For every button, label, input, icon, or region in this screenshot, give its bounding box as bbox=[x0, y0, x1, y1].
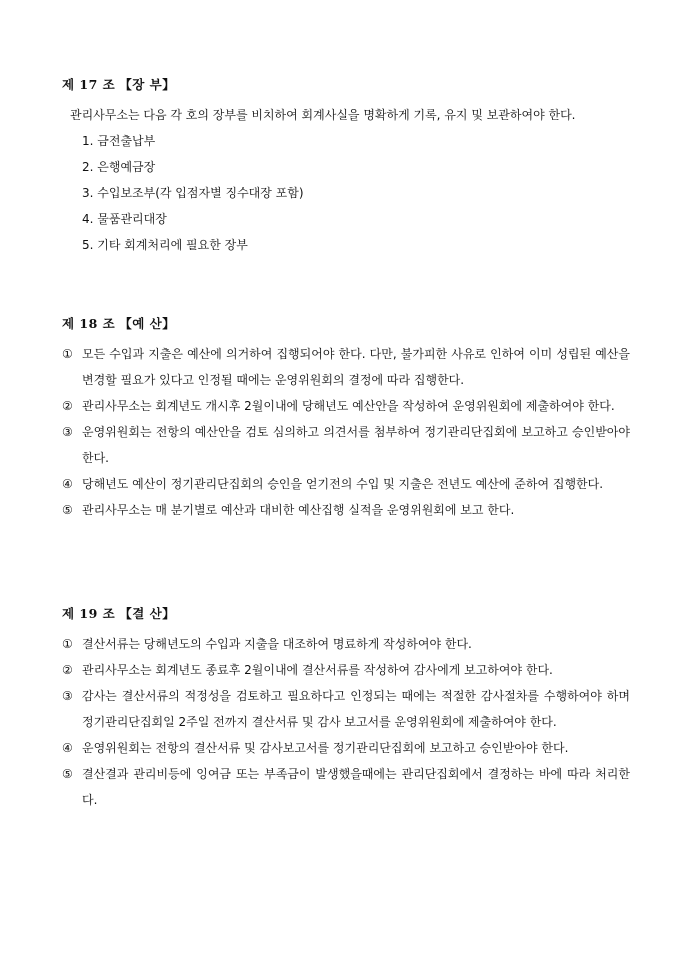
clause-text: 운영위원회는 전항의 결산서류 및 감사보고서를 정기관리단집회에 보고하고 승인받아야 한다. bbox=[82, 741, 569, 755]
article-17 bbox=[62, 72, 630, 258]
article-heading: 【결 산】 bbox=[119, 606, 176, 621]
article-18 bbox=[62, 311, 630, 523]
article-number: 제 19 조 bbox=[62, 606, 116, 621]
clause-item bbox=[62, 497, 630, 523]
clause-marker: ② bbox=[62, 399, 73, 413]
clause-list bbox=[62, 341, 630, 523]
clause-item bbox=[62, 657, 630, 683]
clause-marker: ④ bbox=[62, 477, 73, 491]
article-title bbox=[62, 311, 630, 337]
list-item: 5. 기타 회계처리에 필요한 장부 bbox=[82, 238, 248, 252]
article-title bbox=[62, 72, 630, 98]
clause-marker: ① bbox=[62, 347, 73, 361]
article-19 bbox=[62, 601, 630, 813]
clause-marker: ④ bbox=[62, 741, 73, 755]
clause-text: 당해년도 예산이 정기관리단집회의 승인을 얻기전의 수입 및 지출은 전년도 예산에 준하여 집행한다. bbox=[82, 477, 604, 491]
clause-item bbox=[62, 471, 630, 497]
clause-item bbox=[62, 631, 630, 657]
clause-text: 관리사무소는 회계년도 개시후 2월이내에 당해년도 예산안을 작성하여 운영위원회에 제출하여야 한다. bbox=[82, 399, 615, 413]
article-number: 제 17 조 bbox=[62, 77, 116, 92]
clause-item bbox=[62, 761, 630, 813]
list-item: 3. 수입보조부(각 입점자별 징수대장 포함) bbox=[82, 186, 304, 200]
clause-list bbox=[62, 631, 630, 813]
clause-text: 관리사무소는 매 분기별로 예산과 대비한 예산집행 실적을 운영위원회에 보고 한다. bbox=[82, 503, 515, 517]
clause-marker: ① bbox=[62, 637, 73, 651]
clause-item bbox=[62, 393, 630, 419]
article-title bbox=[62, 601, 630, 627]
clause-item bbox=[62, 683, 630, 735]
clause-text: 모든 수입과 지출은 예산에 의거하여 집행되어야 한다. 다만, 불가피한 사유로 인하여 이미 성립된 예산을 변경할 필요가 있다고 인정될 때에는 운영위원회의 결정에 따라 집행한다. bbox=[82, 347, 630, 387]
clause-item bbox=[62, 735, 630, 761]
article-heading: 【예 산】 bbox=[119, 316, 176, 331]
list-item: 4. 물품관리대장 bbox=[82, 212, 167, 226]
clause-text: 결산결과 관리비등에 잉여금 또는 부족금이 발생했을때에는 관리단집회에서 결정하는 바에 따라 처리한다. bbox=[82, 767, 630, 807]
clause-marker: ② bbox=[62, 663, 73, 677]
clause-marker: ③ bbox=[62, 689, 73, 703]
article-intro: 관리사무소는 다음 각 호의 장부를 비치하여 회계사실을 명확하게 기록, 유지 및 보관하여야 한다. bbox=[70, 108, 576, 122]
ledger-list bbox=[62, 128, 630, 258]
clause-marker: ⑤ bbox=[62, 503, 73, 517]
article-number: 제 18 조 bbox=[62, 316, 116, 331]
clause-text: 결산서류는 당해년도의 수입과 지출을 대조하여 명료하게 작성하여야 한다. bbox=[82, 637, 472, 651]
list-item: 1. 금전출납부 bbox=[82, 134, 156, 148]
clause-item bbox=[62, 341, 630, 393]
clause-marker: ⑤ bbox=[62, 767, 73, 781]
list-item: 2. 은행예금장 bbox=[82, 160, 156, 174]
clause-marker: ③ bbox=[62, 425, 73, 439]
clause-item bbox=[62, 419, 630, 471]
clause-text: 관리사무소는 회계년도 종료후 2월이내에 결산서류를 작성하여 감사에게 보고하여야 한다. bbox=[82, 663, 553, 677]
clause-text: 감사는 결산서류의 적정성을 검토하고 필요하다고 인정되는 때에는 적절한 감사절차를 수행하여야 하며 정기관리단집회일 2주일 전까지 결산서류 및 감사 보고서를 운영위원회에 제출하여야 한다. bbox=[82, 689, 630, 729]
article-heading: 【장 부】 bbox=[119, 77, 176, 92]
clause-text: 운영위원회는 전항의 예산안을 검토 심의하고 의견서를 첨부하여 정기관리단집회에 보고하고 승인받아야 한다. bbox=[82, 425, 630, 465]
